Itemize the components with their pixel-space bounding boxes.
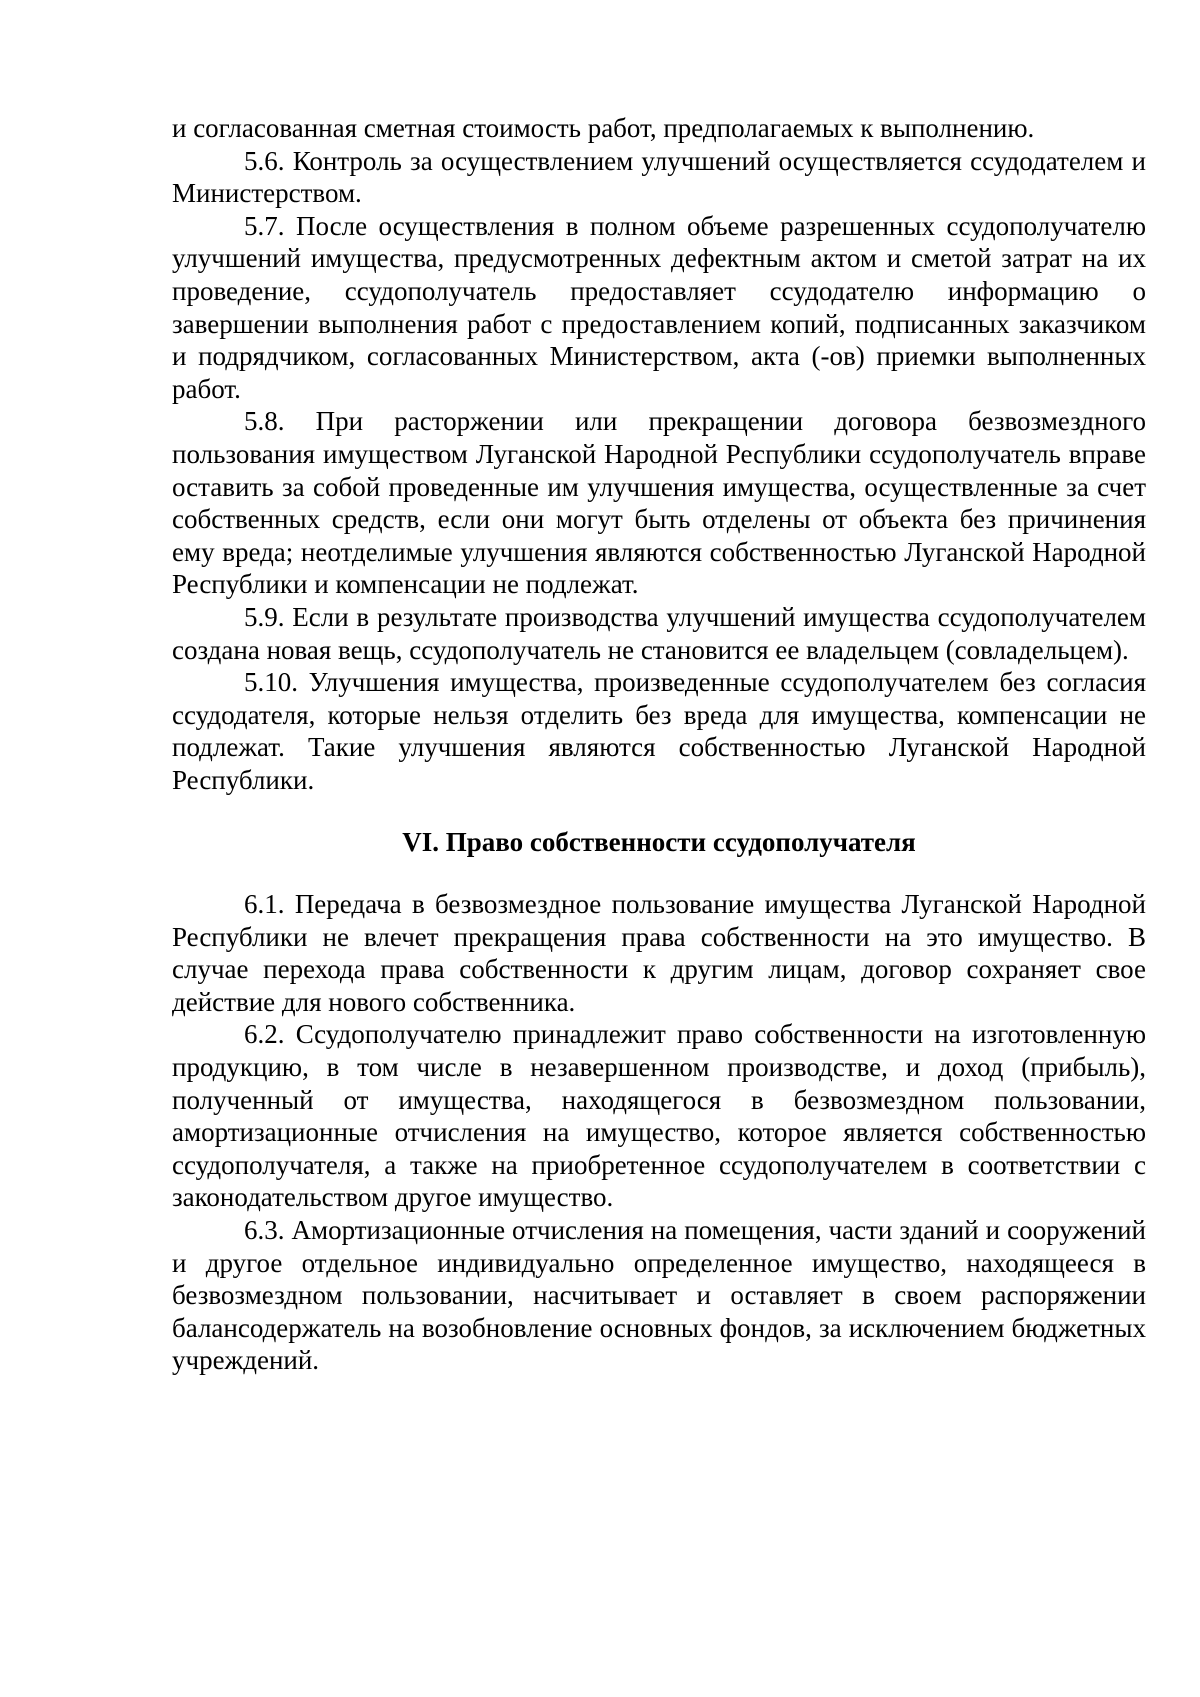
paragraph-6-3: 6.3. Амортизационные отчисления на помещения, части зданий и сооружений и другое отдельное индивидуально определенное имущество, находящееся в безвозмездном пользовании, насчитывает и оставляет в своем распоряжении балансодержатель на возобновление основных фондов, за исключением бюджетных учреждений. xyxy=(172,1215,1146,1376)
document-page xyxy=(172,112,1146,1377)
paragraph-5-8: 5.8. При расторжении или прекращении договора безвозмездного пользования имуществом Луганской Народной Республики ссудополучатель вправе оставить за собой проведенные им улучшения имущества, осуществленные за счет собственных средств, если они могут быть отделены от объекта без причинения ему вреда; неотделимые улучшения являются собственностью Луганской Народной Республики и компенсации не подлежат. xyxy=(172,406,1146,600)
paragraph-5-9: 5.9. Если в результате производства улучшений имущества ссудополучателем создана новая вещь, ссудополучатель не становится ее владельцем (совладельцем). xyxy=(172,601,1146,665)
paragraph-5-5-continuation: и согласованная сметная стоимость работ, предполагаемых к выполнению. xyxy=(172,113,1035,143)
paragraph-6-1: 6.1. Передача в безвозмездное пользование имущества Луганской Народной Республики не влечет прекращения права собственности на это имущество. В случае перехода права собственности к другим лицам, договор сохраняет свое действие для нового собственника. xyxy=(172,889,1146,1017)
paragraph-5-7: 5.7. После осуществления в полном объеме разрешенных ссудополучателю улучшений имущества, предусмотренных дефектным актом и сметой затрат на их проведение, ссудополучатель предоставляет ссудодателю информацию о завершении выполнения работ с предоставлением копий, подписанных заказчиком и подрядчиком, согласованных Министерством, акта (-ов) приемки выполненных работ. xyxy=(172,210,1146,404)
paragraph-6-2: 6.2. Ссудополучателю принадлежит право собственности на изготовленную продукцию, в том числе в незавершенном производстве, и доход (прибыль), полученный от имущества, находящегося в безвозмездном пользовании, амортизационные отчисления на имущество, которое является собственностью ссудополучателя, а также на приобретенное ссудополучателем в соответствии с законодательством другое имущество. xyxy=(172,1019,1146,1213)
paragraph-5-6: 5.6. Контроль за осуществлением улучшений осуществляется ссудодателем и Министерством. xyxy=(172,145,1146,209)
section-heading: VI. Право собственности ссудополучателя xyxy=(402,827,916,858)
paragraph-5-10: 5.10. Улучшения имущества, произведенные ссудополучателем без согласия ссудодателя, которые нельзя отделить без вреда для имущества, компенсации не подлежат. Такие улучшения являются собственностью Луганской Народной Республики. xyxy=(172,667,1146,795)
